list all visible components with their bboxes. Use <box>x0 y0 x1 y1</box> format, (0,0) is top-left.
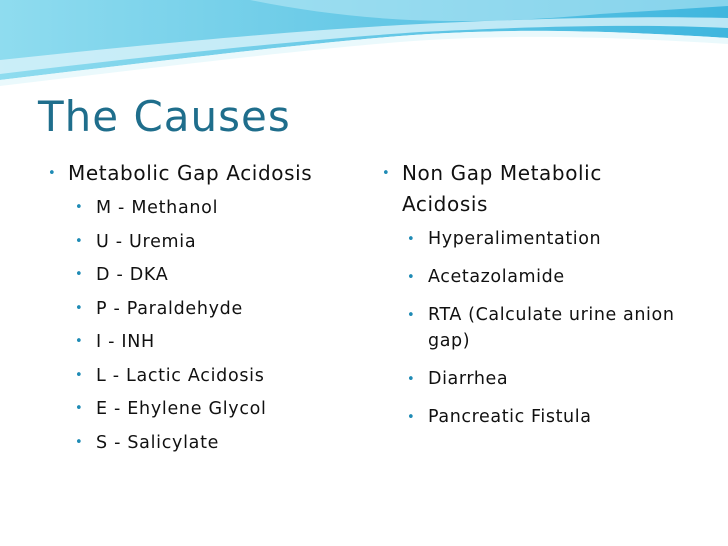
bullet-icon: • <box>407 308 416 323</box>
bullet-icon: • <box>75 300 84 316</box>
bullet-icon: • <box>48 166 57 181</box>
list-item: • U - Uremia <box>75 231 197 252</box>
right-heading <box>382 158 682 220</box>
right-column <box>382 158 682 442</box>
right-list <box>382 226 682 430</box>
left-list <box>48 196 368 455</box>
list-item: • I - INH <box>75 332 155 352</box>
bullet-icon: • <box>407 270 416 285</box>
bullet-icon: • <box>407 232 416 247</box>
list-item: • P - Paraldehyde <box>75 298 243 319</box>
list-item: • RTA (Calculate urine anion gap) <box>407 305 675 351</box>
left-heading-text: Metabolic Gap Acidosis <box>68 161 313 185</box>
bullet-icon: • <box>75 334 84 349</box>
list-item: • Diarrhea <box>382 366 682 392</box>
left-column <box>48 158 368 464</box>
list-item: • M - Methanol <box>75 198 219 218</box>
bullet-icon: • <box>407 372 416 387</box>
list-item: • L - Lactic Acidosis <box>75 365 265 386</box>
decorative-wave-banner <box>0 0 728 92</box>
list-item: • Pancreatic Fistula <box>382 404 682 430</box>
list-item: • E - Ehylene Glycol <box>75 399 267 419</box>
bullet-icon: • <box>75 434 84 450</box>
bullet-icon: • <box>75 200 84 215</box>
left-heading <box>48 158 368 189</box>
right-heading-text: Non Gap Metabolic Acidosis <box>402 161 602 216</box>
slide-title: The Causes <box>38 92 291 141</box>
list-item: • Hyperalimentation <box>382 226 682 252</box>
bullet-icon: • <box>75 367 84 383</box>
list-item: • S - Salicylate <box>75 432 220 453</box>
list-item: • Acetazolamide <box>382 264 682 290</box>
bullet-icon: • <box>407 410 416 425</box>
bullet-icon: • <box>382 166 391 181</box>
bullet-icon: • <box>75 401 84 416</box>
bullet-icon: • <box>75 267 84 282</box>
list-item: • D - DKA <box>75 265 169 285</box>
bullet-icon: • <box>75 233 84 249</box>
